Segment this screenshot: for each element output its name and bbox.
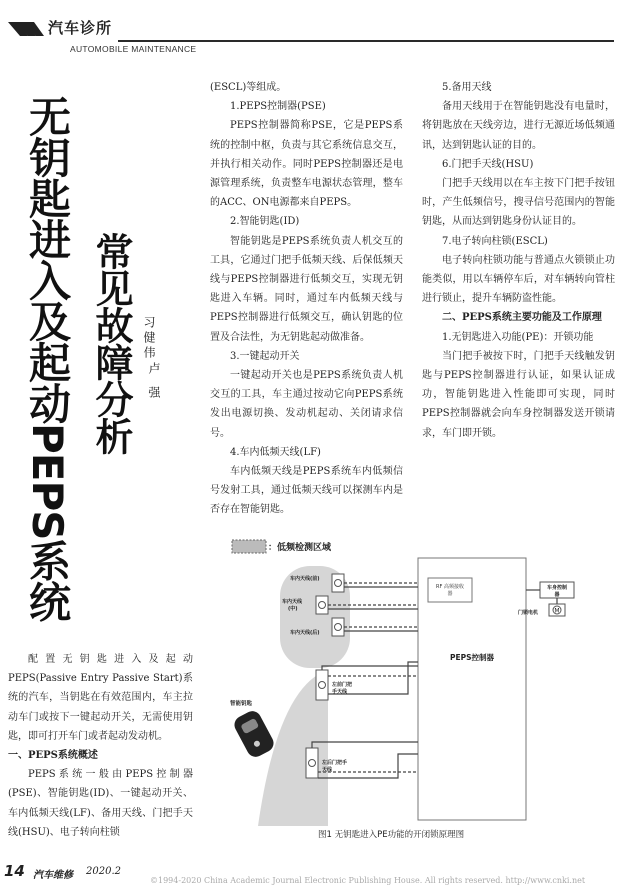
rf-module-label: RF 高频接收器 [436,584,464,597]
article-title: 无钥匙进入及起动PEPS系统 [23,95,72,622]
paragraph: 车内低频天线是PEPS系统车内低频信号发射工具，通过低频天线可以探测车内是否存在智能钥匙。 [210,466,403,516]
antenna-rear-label: 车内天线(后) [290,630,320,636]
body-controller-label: 车身控制器 [546,585,568,598]
rf-module [428,578,472,602]
smart-key [231,708,276,760]
magazine-name: 汽车维修 [33,870,73,881]
author-name-2: 卢 强 [147,362,161,402]
antenna-middle-label: 车内天线(中) [282,599,303,612]
door-motor-label: 门锁电机 [518,610,539,616]
paragraph: 备用天线用于在智能钥匙没有电量时，将钥匙放在天线旁边，进行无源近场低频通讯，达到钥匙认证的目的。 [422,101,615,151]
antenna-rear [332,618,344,636]
antenna-middle [316,596,328,614]
header-rule [118,40,614,42]
subheading: 2.智能钥匙(ID) [230,216,300,228]
legend-swatch [232,540,266,553]
paragraph: 智能钥匙是PEPS系统负责人机交互的工具，它通过门把手低频天线、后保低频天线与PEPS控制器进行低频交互，实现无钥匙进入车辆。同时，通过车内低频天线与PEPS控制器进行低频交互，确认钥匙的位置及合法性，为无钥匙起动做准备。 [210,235,403,343]
section-subtitle: AUTOMOBILE MAINTENANCE [70,44,197,54]
paragraph: 当门把手被按下时，门把手天线触发钥匙与PEPS控制器进行认证，如果认证成功，智能钥匙进入性能即可实现，同时PEPS控制器就会向车身控制器发送开锁请求，车门即开锁。 [422,350,615,439]
section-heading: 一、PEPS系统概述 [8,750,98,762]
intro-paragraph: 配置无钥匙进入及起动PEPS(Passive Entry Passive Start)系统的汽车，当钥匙在有效范围内，车主拉动车门或按下一键起动开关，无需使用钥匙，即可打开车门或者起动发动机。 [8,654,193,742]
legend-label: ：低频检测区域 [268,543,332,553]
copyright-watermark: ©1994-2020 China Academic Journal Electronic Publishing House. All rights reserved. http://www.cnki.net [150,876,586,885]
smart-key-label: 智能钥匙 [230,701,253,707]
section-heading: 二、PEPS系统主要功能及工作原理 [442,312,602,324]
rear-left-door-label: 左后门把手天线 [322,760,348,773]
door-motor [549,604,565,616]
author-name: 习健伟 [142,316,156,361]
paragraph: PEPS系统一般由PEPS控制器(PSE)、智能钥匙(ID)、一键起动开关、车内低频天线(LF)、备用天线、门把手天线(HSU)、电子转向柱锁 [8,769,193,838]
subheading: 6.门把手天线(HSU) [442,158,534,170]
paragraph: PEPS控制器简称PSE，它是PEPS系统的控制中枢，负责与其它系统信息交互，并执行相关动作。同时PEPS控制器还是电源管理系统，负责整车电源状态管理，整车的ACC、ON电源都来自PEPS。 [210,120,403,209]
column-1 [8,650,193,842]
column-2 [210,78,403,520]
issue-date: 2020.2 [86,866,121,877]
section-title: 汽车诊所 [48,19,113,37]
paragraph: 一键起动开关也是PEPS系统负责人机交互的工具，车主通过按动它向PEPS系统发出电源切换、发动机起动、关闭请求信号。 [210,370,403,439]
peps-label: PEPS控制器 [449,653,495,662]
paragraph: 电子转向柱锁功能与普通点火锁锁止功能类似，用以车辆停车后，对车辆转向管柱进行锁止，提升车辆防盗性能。 [422,254,615,305]
column-3 [422,78,615,443]
front-left-door-label: 左前门把手天线 [332,682,353,695]
subheading: 3.一键起动开关 [230,350,300,362]
subheading: 4.车内低频天线(LF) [230,446,321,458]
antenna-front-label: 车内天线(前) [290,576,320,582]
svg-text:M: M [554,607,560,615]
section-logo [6,18,46,48]
door-handle-rear-left [306,748,318,778]
door-handle-front-left [316,670,328,700]
subheading: 1.无钥匙进入功能(PE)：开锁功能 [442,331,594,343]
page-number: 14 [4,862,25,880]
peps-diagram [218,536,616,826]
article-subtitle: 常见故障分析 [89,232,133,454]
antenna-front [332,574,344,592]
subheading: 1.PEPS控制器(PSE) [230,101,326,113]
subheading: 7.电子转向柱锁(ESCL) [442,235,548,247]
paragraph: (ESCL)等组成。 [210,82,287,93]
subheading: 5.备用天线 [442,82,492,93]
paragraph: 门把手天线用以在车主按下门把手按钮时，产生低频信号，搜寻信号范围内的智能钥匙，从而达到钥匙身份认证目的。 [422,178,615,228]
figure-caption: 图1 无钥匙进入PE功能的开闭锁原理图 [318,830,465,840]
